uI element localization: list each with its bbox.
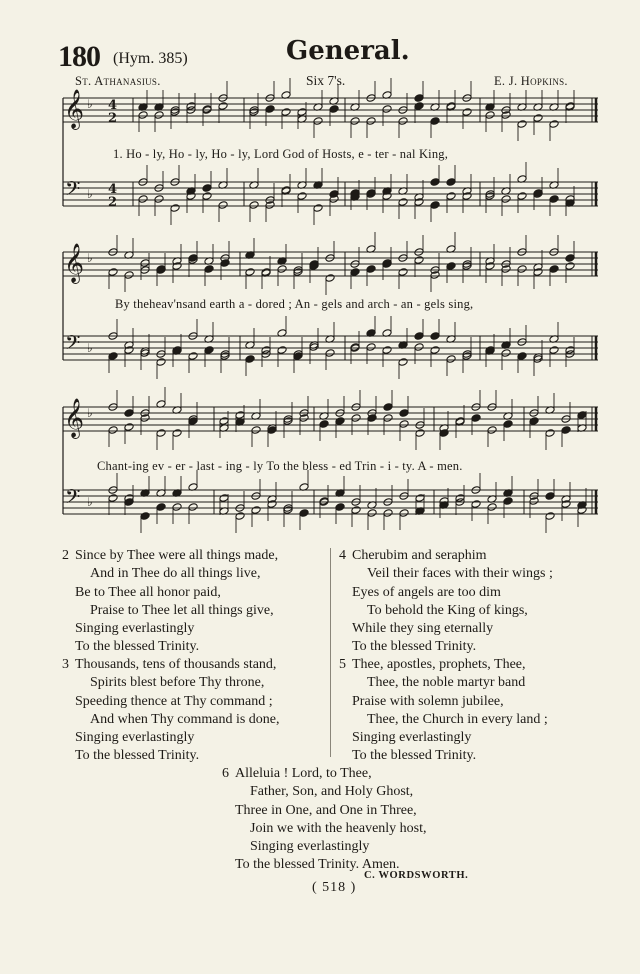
verse-line: To the blessed Trinity. <box>75 639 200 655</box>
verse-line: Father, Son, and Holy Ghost, <box>250 784 414 800</box>
verse-line: Be to Thee all honor paid, <box>75 584 221 600</box>
verse-5 <box>339 656 548 766</box>
verse-line: To the blessed Trinity. <box>352 748 477 764</box>
verse-line: Cherubim and seraphim <box>352 548 487 563</box>
verse-line: To behold the King of kings, <box>367 602 528 618</box>
svg-text:♭: ♭ <box>87 341 93 355</box>
verse-line: To the blessed Trinity. <box>75 748 200 764</box>
verse-line: And in Thee do all things live, <box>90 566 261 582</box>
verse-line: Spirits blest before Thy throne, <box>90 675 265 691</box>
verse-line: Singing everlastingly <box>75 621 195 637</box>
lyric-line-3: Chant-ing ev - er - last - ing - ly To the bless - ed Trin - i - ty. A - men. <box>97 459 463 473</box>
svg-text:♭: ♭ <box>87 251 93 265</box>
verse-number: 3 <box>62 657 69 672</box>
verse-line: Praise with solemn jubilee, <box>352 693 504 709</box>
page-number: ( 518 ) <box>312 880 357 895</box>
column-divider <box>330 657 331 757</box>
verse-line: Speeding thence at Thy command ; <box>75 693 273 709</box>
verse-line: Singing everlastingly <box>352 730 472 746</box>
verse-line: Three in One, and One in Three, <box>235 802 417 818</box>
verse-2 <box>62 547 279 657</box>
svg-text:2: 2 <box>108 111 118 126</box>
hymn-reference: (Hym. 385) <box>113 50 188 67</box>
verse-3 <box>62 656 280 766</box>
composer: E. J. Hopkins. <box>494 74 568 88</box>
verse-line: Thousands, tens of thousands stand, <box>75 657 277 672</box>
verse-number: 5 <box>339 657 346 672</box>
svg-text:♭: ♭ <box>87 495 93 509</box>
verse-6 <box>222 765 427 875</box>
verse-line: And when Thy command is done, <box>90 711 280 727</box>
svg-text:𝄢: 𝄢 <box>65 331 81 359</box>
verse-line: Thee, the noble martyr band <box>367 675 526 691</box>
verse-line: Veil their faces with their wings ; <box>367 566 553 582</box>
verse-number: 6 <box>222 766 229 781</box>
lyric-line-1: 1. Ho - ly, Ho - ly, Ho - ly, Lord God of Hosts, e - ter - nal King, <box>113 147 449 161</box>
verse-line: Eyes of angels are too dim <box>352 584 501 600</box>
verse-number: 4 <box>339 548 346 563</box>
author: C. WORDSWORTH. <box>364 870 469 881</box>
svg-text:4: 4 <box>108 182 118 197</box>
verse-line: Thee, the Church in every land ; <box>367 711 548 727</box>
verse-number: 2 <box>62 548 69 563</box>
verse-line: While they sing eternally <box>352 621 494 637</box>
svg-text:♭: ♭ <box>87 187 93 201</box>
svg-text:2: 2 <box>108 195 118 210</box>
verse-4 <box>339 547 553 657</box>
svg-text:𝄢: 𝄢 <box>65 485 81 513</box>
verse-line: To the blessed Trinity. <box>352 639 477 655</box>
verse-line: Alleluia ! Lord, to Thee, <box>235 766 372 781</box>
verse-line: Singing everlastingly <box>250 839 370 855</box>
hymn-title: General. <box>286 36 410 66</box>
hymn-number: 180 <box>58 40 100 73</box>
tune-name: St. Athanasius. <box>75 74 161 88</box>
verse-line: Thee, apostles, prophets, Thee, <box>352 657 526 672</box>
svg-text:♭: ♭ <box>87 97 93 111</box>
svg-text:𝄞: 𝄞 <box>64 398 85 438</box>
svg-text:♭: ♭ <box>87 406 93 420</box>
verse-line: Praise to Thee let all things give, <box>90 602 274 618</box>
column-divider <box>330 548 331 658</box>
svg-text:𝄞: 𝄞 <box>64 243 85 283</box>
lyric-line-2: By theheav'nsand earth a - dored ; An - gels and arch - an - gels sing, <box>115 297 474 311</box>
svg-text:𝄞: 𝄞 <box>64 89 85 129</box>
meter: Six 7's. <box>306 73 346 88</box>
svg-text:𝄢: 𝄢 <box>65 177 81 205</box>
verse-line: Since by Thee were all things made, <box>75 548 279 563</box>
verse-line: Join we with the heavenly host, <box>250 820 427 836</box>
verse-line: Singing everlastingly <box>75 730 195 746</box>
verse-line: To the blessed Trinity. Amen. <box>235 857 400 873</box>
svg-text:4: 4 <box>108 98 118 113</box>
